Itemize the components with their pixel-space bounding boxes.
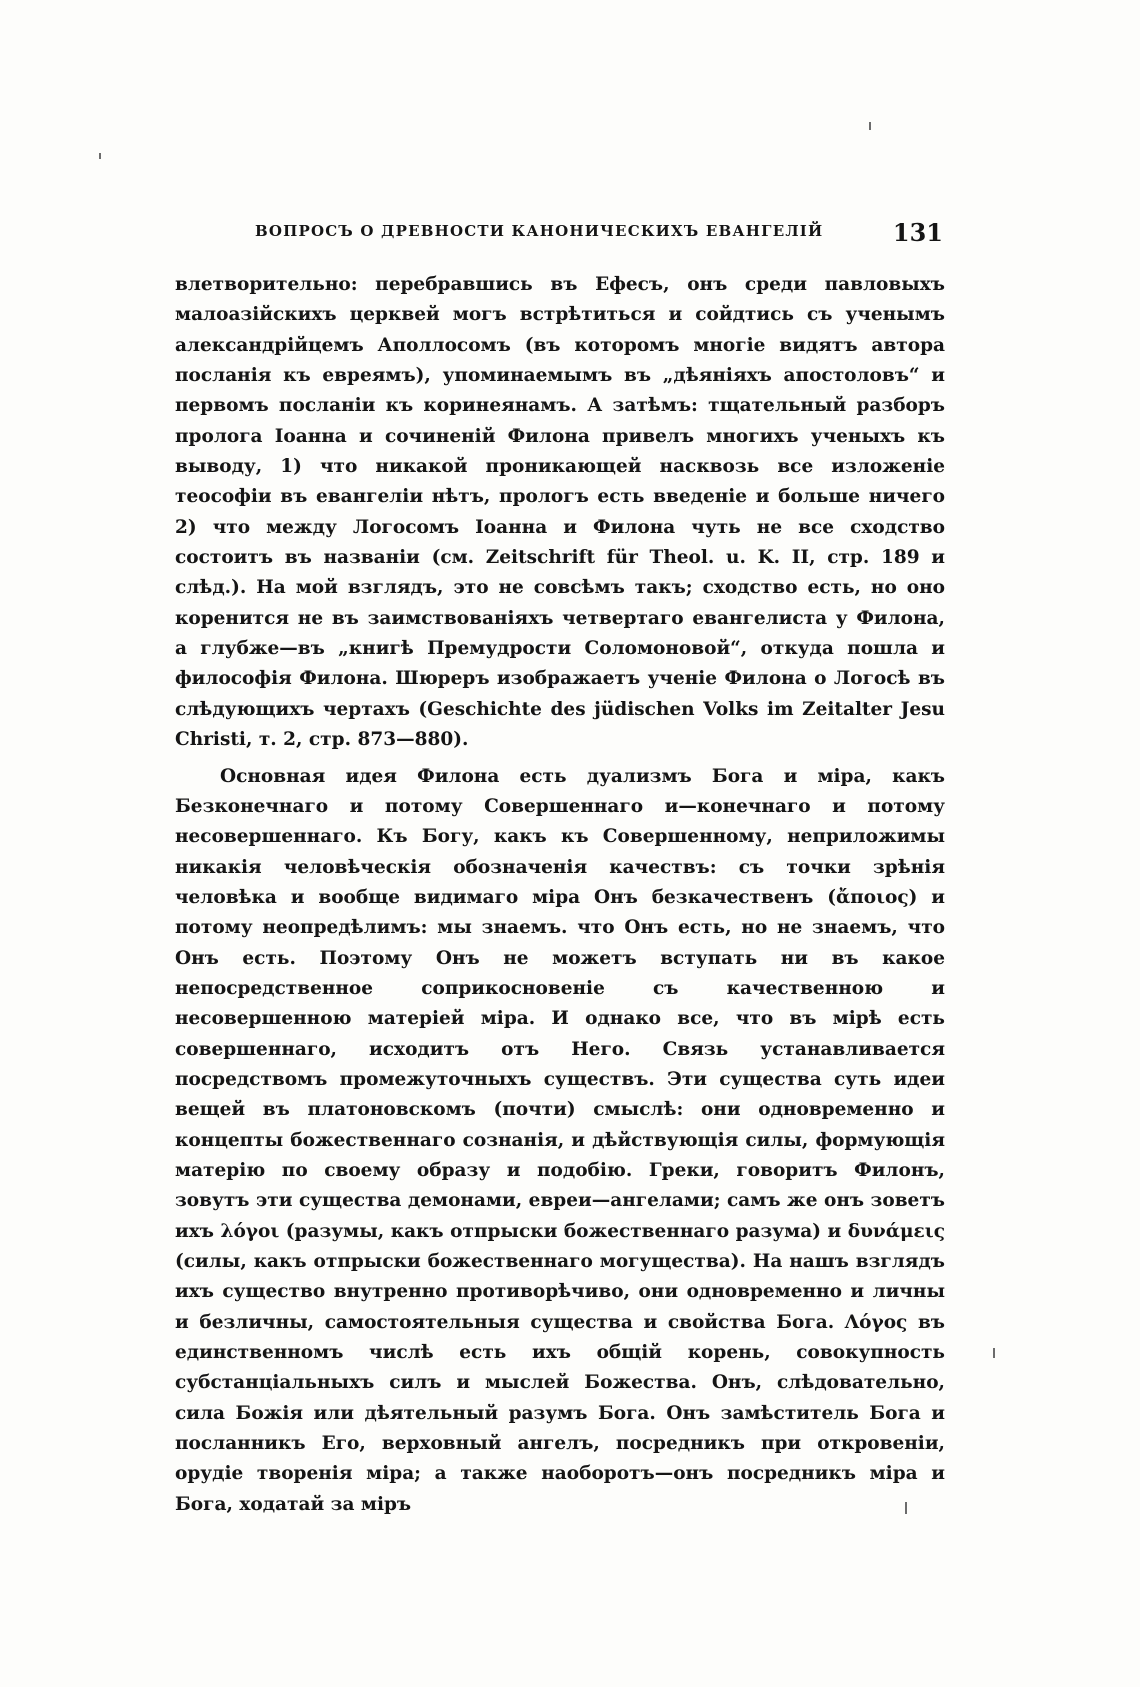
running-title: ВОПРОСЪ О ДРЕВНОСТИ КАНОНИЧЕСКИХЪ ЕВАНГЕЛІЙ xyxy=(255,222,824,240)
page-number: 131 xyxy=(892,218,943,247)
paragraph-philo-doctrine: Основная идея Филона есть дуализмъ Бога и міра, какъ Безконечнаго и потому Совершеннаго и—конечнаго и потому несовершеннаго. Къ Богу, какъ къ Совершенному, неприложимы никакія человѣческія обозначенія качествъ: съ точки зрѣнія человѣка и вообще видимаго міра Онъ безкачественъ (ἄποιος) и потому неопредѣлимъ: мы знаемъ. что Онъ есть, но не знаемъ, что Онъ есть. Поэтому Онъ не можетъ вступать ни въ какое непосредственное соприкосновеніе съ качественною и несовершенною матеріей міра. И однако все, что въ мірѣ есть совершеннаго, исходитъ отъ Него. Связь устанавливается посредствомъ промежуточныхъ существъ. Эти существа суть идеи вещей въ платоновскомъ (почти) смыслѣ: они одновременно и концепты божественнаго сознанія, и дѣйствующія силы, формующія матерію по своему образу и подобію. Греки, говоритъ Филонъ, зовутъ эти существа демонами, евреи—ангелами; самъ же онъ зоветъ ихъ λόγοι (разумы, какъ отпрыски божественнаго разума) и δυνάμεις (силы, какъ отпрыски божественнаго могущества). На нашъ взглядъ ихъ существо внутренно противорѣчиво, они одновременно и личны и безличны, самостоятельныя существа и свойства Бога. Λόγος въ единственномъ числѣ есть ихъ общій корень, совокупность субстанціальныхъ силъ и мыслей Божества. Онъ, слѣдовательно, сила Божія или дѣятельный разумъ Бога. Онъ замѣститель Бога и посланникъ Его, верховный ангелъ, посредникъ при откровеніи, орудіе творенія міра; а также наоборотъ—онъ посредникъ міра и Бога, ходатай за міръ xyxy=(175,765,945,1515)
paragraph-continued: влетворительно: перебравшись въ Ефесъ, онъ среди павловыхъ малоазійскихъ церквей могъ встрѣтиться и сойдтись съ ученымъ александрійцемъ Аполлосомъ (въ которомъ многіе видятъ автора посланія къ евреямъ), упоминаемымъ въ „дѣяніяхъ апостоловъ“ и первомъ посланіи къ коринеянамъ. А затѣмъ: тщательный разборъ пролога Іоанна и сочиненій Филона привелъ многихъ ученыхъ къ выводу, 1) что никакой проникающей насквозь все изложеніе теософіи въ евангеліи нѣтъ, прологъ есть введеніе и больше ничего 2) что между Логосомъ Іоанна и Филона чуть не все сходство состоитъ въ названіи (см. Zeitschrift für Theol. u. K. II, стр. 189 и слѣд.). На мой взглядъ, это не совсѣмъ такъ; сходство есть, но оно коренится не въ заимствованіяхъ четвертаго евангелиста у Филона, а глубже—въ „книгѣ Премудрости Соломоновой“, откуда пошла и философія Филона. Шюреръ изображаетъ ученіе Филона о Логосѣ въ слѣдующихъ чертахъ (Geschichte des jüdischen Volks im Zeitalter Jesu Christi, т. 2, стр. 873—880). xyxy=(175,274,945,751)
body-text xyxy=(175,270,945,1520)
print-speck xyxy=(869,122,871,130)
print-speck xyxy=(99,153,101,159)
print-speck xyxy=(993,1348,995,1358)
page-header xyxy=(255,218,943,250)
